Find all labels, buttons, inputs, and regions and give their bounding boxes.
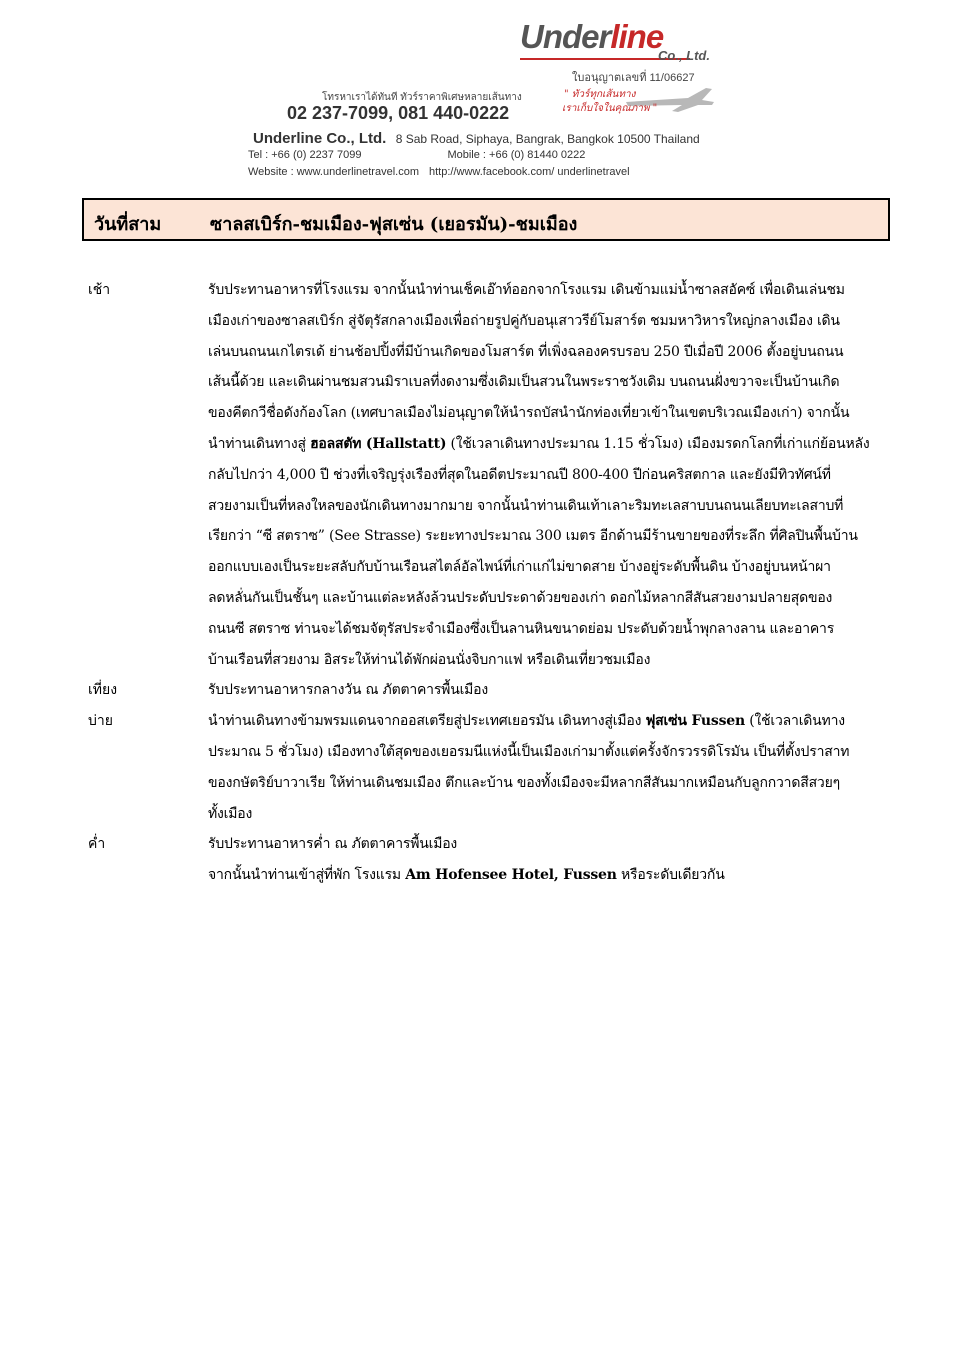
tel-number: Tel : +66 (0) 2237 7099 (248, 149, 362, 161)
hallstatt-name: ฮอลสตัท (Hallstatt) (310, 435, 447, 452)
slogan (564, 88, 657, 116)
website-link[interactable]: Website : www.underlinetravel.com (248, 166, 419, 178)
evening-description: รับประทานอาหารค่ำ ณ ภัตตาคารพื้นเมือง จากนั้นนำท่านเข้าสู่ที่พัก โรงแรม Am Hofensee Hotel, Fussen หรือระดับเดียวกัน (208, 836, 725, 884)
slogan-line-2: เราเก็บใจในคุณภาพ " (562, 103, 658, 114)
day-label: วันที่สาม (94, 214, 162, 235)
company-address: 8 Sab Road, Siphaya, Bangrak, Bangkok 10500 Thailand (395, 132, 700, 146)
itinerary-row-morning (88, 275, 888, 675)
letterhead (0, 0, 968, 190)
company-logo (520, 18, 720, 66)
meal-label-afternoon: บ่าย (88, 713, 113, 730)
logo-subtitle: Co., Ltd. (658, 48, 710, 63)
meal-label-morning: เช้า (88, 282, 111, 298)
day-route: ซาลสเบิร์ก-ชมเมือง-ฟุสเซ่น (เยอรมัน)-ชมเมือง (210, 214, 578, 235)
day-header (82, 198, 890, 241)
afternoon-description: นำท่านเดินทางข้ามพรมแดนจากออสเตรียสู่ประเทศเยอรมัน เดินทางสู่เมือง ฟุสเซ่น Fussen (ใช้เวลาเดินทาง ประมาณ 5 ชั่วโมง) เมืองทางใต้สุดของเยอรมนีแห่งนี้เป็นเมืองเก่ามาตั้งแต่ครั้งจักรวรรดิโรมัน เป็นที่ตั้งปราสาท ของกษัตริย์บาวาเรีย ให้ท่านเดินชมเมือง ตึกและบ้าน ของทั้งเมืองจะมีหลากสีสันมากเหมือนกับลูกกวาดสีสวยๆ ทั้งเมือง (208, 713, 850, 822)
noon-description: รับประทานอาหารกลางวัน ณ ภัตตาคารพื้นเมือง (208, 682, 489, 699)
itinerary-row-noon (88, 675, 888, 706)
evening-dinner: รับประทานอาหารค่ำ ณ ภัตตาคารพื้นเมือง (208, 836, 458, 853)
itinerary-row-afternoon (88, 706, 888, 829)
mobile-number: Mobile : +66 (0) 81440 0222 (447, 149, 586, 161)
meal-label-noon: เที่ยง (88, 682, 118, 699)
web-line (248, 166, 630, 178)
hotel-name: Am Hofensee Hotel, Fussen (405, 867, 617, 884)
license-number: ใบอนุญาตเลขที่ 11/06627 (572, 72, 695, 84)
slogan-line-1: " ทัวร์ทุกเส้นทาง (564, 89, 636, 100)
morning-description: รับประทานอาหารที่โรงแรม จากนั้นนำท่านเช็คเอ๊าท์ออกจากโรงแรม เดินข้ามแม่น้ำซาลสอัคซ์ เพื่อเดินเล่นชม เมืองเก่าของซาลสเบิร์ก สู่จัตุรัสกลางเมืองเพื่อถ่ายรูปคู่กับอนุเสาวรีย์โมสาร์ต ชมมหาวิหารใหญ่กลางเมือง เดิน เล่นบนถนนเกไตรเด้ ย่านช้อปปิ้งที่มีบ้านเกิดของโมสาร์ต ที่เพิ่งฉลองครบรอบ 250 ปีเมื่อปี 2006 ตั้งอยู่บนถนน เส้นนี้ด้วย และเดินผ่านชมสวนมิราเบลที่งดงามซึ่งเดิมเป็นสวนในพระราชวังเดิม บนถนนฝั่งขวาจะเป็นบ้านเกิด ของคีตกวีชื่อดังก้องโลก (เทศบาลเมืองไม่อนุญาตให้นำรถบัสนำนักท่องเที่ยวเข้าในเขตบริเวณเมืองเก่า) จากนั้น นำท่านเดินทางสู่ ฮอลสตัท (Hallstatt) (ใช้เวลาเดินทางประมาณ 1.15 ชั่วโมง) เมืองมรดกโลกที่เก่าแก่ย้อนหลัง กลับไปกว่า 4,000 ปี ช่วงที่เจริญรุ่งเรืองที่สุดในอดีตประมาณปี 800-400 ปีก่อนคริสตกาล และยังมีทิวทัศน์ที่ สวยงามเป็นที่หลงใหลของนักเดินทางมากมาย จากนั้นนำท่านเดินเท้าเลาะริมทะเลสาบบนถนนเลียบทะเลสาบที่ เรียกว่า “ซี สตราซ” (See Strasse) ระยะทางประมาณ 300 เมตร อีกด้านมีร้านขายของที่ระลึก ที่ศิลปินพื้นบ้าน ออกแบบเองเป็นระยะสลับกับบ้านเรือนสไตล์อัลไพน์ที่เก่าแก่ไม่ขาดสาย บ้างอยู่ระดับพื้นดิน บ้างอยู่บนหน้าผา ลดหลั่นกันเป็นชั้นๆ และบ้านแต่ละหลังล้วนประดับประดาด้วยของเก่า ดอกไม้หลากสีสันสวยงามปลายสุดของ ถนนซี สตราซ ท่านจะได้ชมจัตุรัสประจำเมืองซึ่งเป็นลานหินขนาดย่อม ประดับด้วยน้ำพุกลางลาน และอาคาร บ้านเรือนที่สวยงาม อิสระให้ท่านได้พักผ่อนนั่งจิบกาแฟ หรือเดินเที่ยวชมเมือง (208, 282, 870, 668)
company-address-line (253, 130, 700, 147)
logo-wordmark: Underline (520, 18, 664, 55)
tagline: โทรหาเราได้ทันที ทัวร์ราคาพิเศษหลายเส้นทาง (322, 92, 522, 103)
fussen-name: ฟุสเซ่น Fussen (645, 713, 745, 730)
itinerary-row-evening (88, 829, 888, 891)
company-name: Underline Co., Ltd. (253, 130, 387, 147)
meal-label-evening: ค่ำ (88, 836, 106, 853)
contact-line (248, 149, 585, 161)
itinerary (88, 275, 888, 891)
facebook-link[interactable]: http://www.facebook.com/ underlinetravel (428, 166, 630, 178)
phone-numbers: 02 237-7099, 081 440-0222 (287, 103, 510, 123)
